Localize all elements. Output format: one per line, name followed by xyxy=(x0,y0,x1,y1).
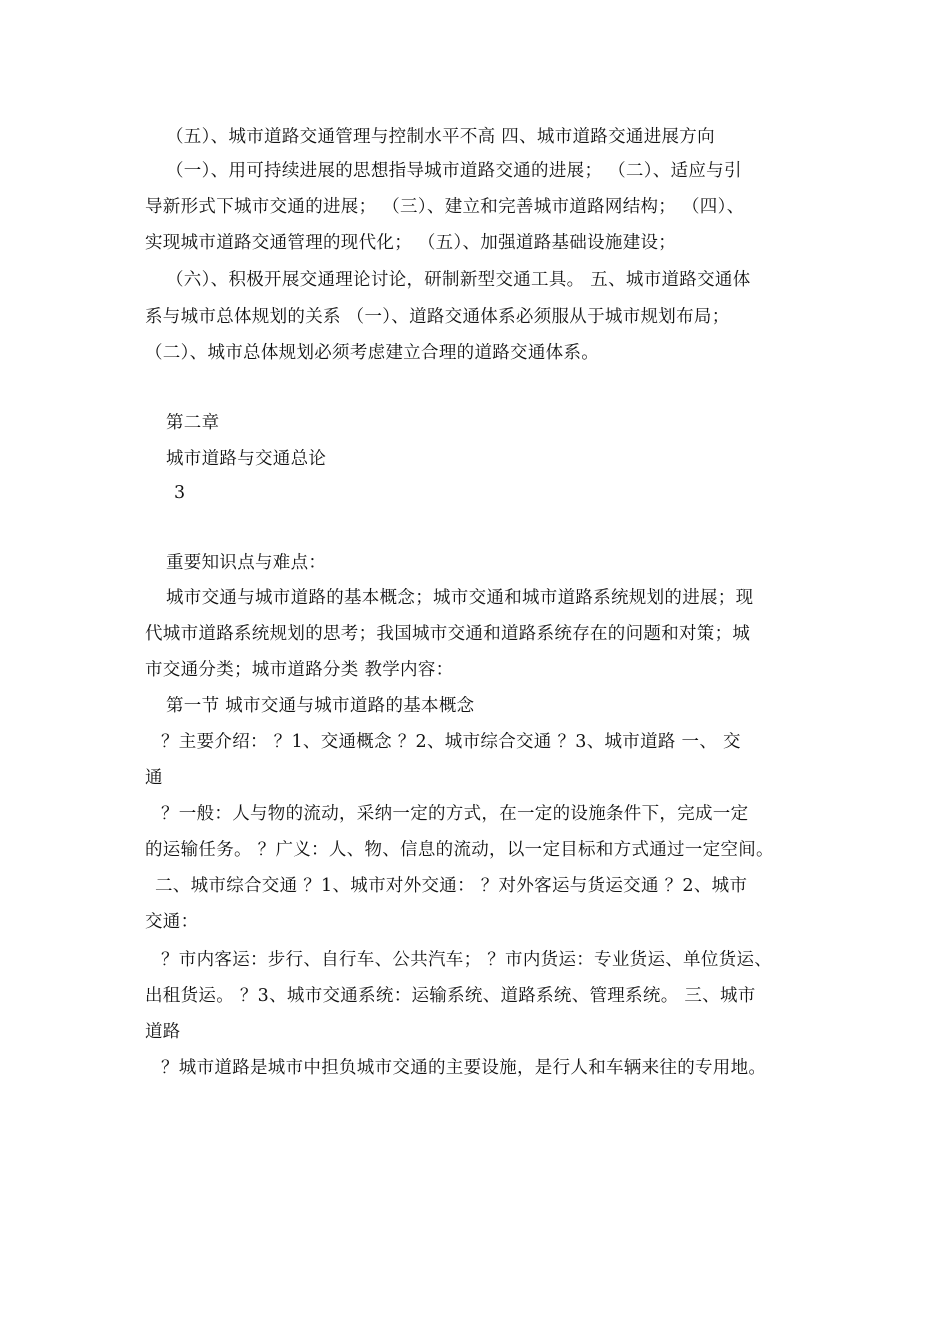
text-line: 交通： xyxy=(145,912,199,932)
text-line: 实现城市道路交通管理的现代化； （五）、加强道路基础设施建设； xyxy=(145,233,677,253)
text-line: （一）、用可持续进展的思想指导城市道路交通的进展； （二）、适应与引 xyxy=(166,161,742,181)
text-line: （五）、城市道路交通管理与控制水平不高 四、城市道路交通进展方向 xyxy=(166,127,715,147)
text-line: ？市内客运：步行、自行车、公共汽车； ？市内货运：专业货运、单位货运、 xyxy=(161,950,773,970)
section-title: 第一节 城市交通与城市道路的基本概念 xyxy=(166,696,475,716)
text-line: 出租货运。 ？3、城市交通系统：运输系统、道路系统、管理系统。 三、城市 xyxy=(145,986,756,1006)
chapter-label: 第二章 xyxy=(166,413,220,433)
section-heading: 重要知识点与难点： xyxy=(166,553,327,573)
text-line: 城市交通与城市道路的基本概念；城市交通和城市道路系统规划的进展；现 xyxy=(166,588,754,608)
text-line: ？一般：人与物的流动，采纳一定的方式，在一定的设施条件下，完成一定 xyxy=(161,804,749,824)
text-line: （六）、积极开展交通理论讨论，研制新型交通工具。 五、城市道路交通体 xyxy=(166,270,751,290)
text-line: 二、城市综合交通 ？1、城市对外交通： ？对外客运与货运交通 ？2、城市 xyxy=(155,876,748,896)
text-line: 道路 xyxy=(145,1022,181,1042)
page-number: 3 xyxy=(174,483,186,503)
text-line: ？城市道路是城市中担负城市交通的主要设施，是行人和车辆来往的专用地。 xyxy=(161,1058,767,1078)
text-line: 系与城市总体规划的关系 （一）、道路交通体系必须服从于城市规划布局； xyxy=(145,307,730,327)
text-line: 导新形式下城市交通的进展； （三）、建立和完善城市道路网结构； （四）、 xyxy=(145,197,745,217)
text-line: ？主要介绍： ？1、交通概念 ？2、城市综合交通 ？3、城市道路 一、 交 xyxy=(161,732,741,752)
text-line: 的运输任务。 ？广义：人、物、信息的流动，以一定目标和方式通过一定空间。 xyxy=(145,840,774,860)
text-line: 代城市道路系统规划的思考；我国城市交通和道路系统存在的问题和对策；城 xyxy=(145,624,751,644)
text-line: 通 xyxy=(145,768,163,788)
chapter-title: 城市道路与交通总论 xyxy=(166,449,327,469)
text-line: 市交通分类；城市道路分类 教学内容： xyxy=(145,660,454,680)
text-line: （二）、城市总体规划必须考虑建立合理的道路交通体系。 xyxy=(145,343,600,363)
